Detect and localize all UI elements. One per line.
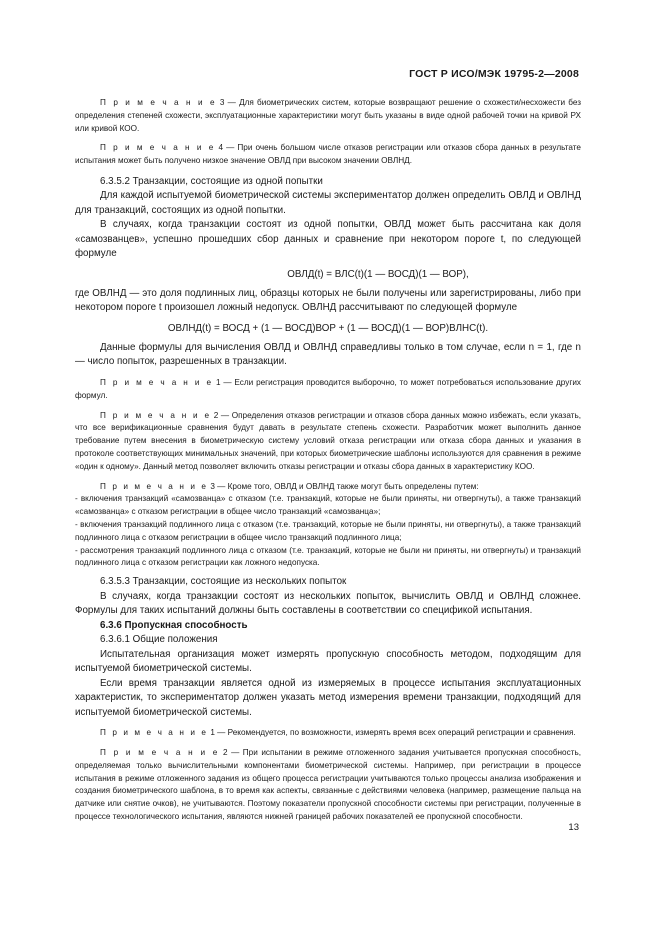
- section-6-3-5-3-heading: 6.3.5.3 Транзакции, состоящие из нескольких попыток: [100, 576, 347, 588]
- note-text: Если регистрация проводится выборочно, то может потребоваться использование других формул.: [75, 377, 581, 400]
- note-text: При испытании в режиме отложенного задания учитывается пропускная способность, определяемая только вычислительными компонентами биометрической системы. Например, при регистрации в процессе испытания в режиме отложенного задания из общего процесса регистрации учитываются только процессы анализа изображения и создания биометрического шаблона, в то время как аспекты, связанные с действиями человека (например, размещение пальца на датчике или снятие очков), не учитываются. Поэтому показатели пропускной способности системы при регистрации, полученные в процессе технологического испытания, являются нижней границей рабочих показателей ее пропускной способности.: [75, 747, 581, 821]
- note-label: П р и м е ч а н и е: [100, 98, 217, 107]
- note-3-methods: П р и м е ч а н и е 3 — Кроме того, ОВЛД и ОВЛНД также могут быть определены путем:: [100, 481, 479, 491]
- section-6-3-6-heading: 6.3.6 Пропускная способность: [100, 619, 248, 631]
- note-number: 3: [210, 481, 215, 491]
- note-1-selective: П р и м е ч а н и е 1 — Если регистрация проводится выборочно, то может потребоваться использование других формул.: [75, 377, 581, 400]
- list-item: - включения транзакций подлинного лица с отказом (т.е. транзакций, которые не были приняты, ни отвергнуты), а также транзакций подлинного лица с отказом регистрации в общее число транзакций подлинного лица;: [75, 519, 581, 542]
- note-text: Для биометрических систем, которые возвращают решение о схожести/несхожести без определения степеней схожести, эксплуатационные характеристики могут быть указаны в виде одной рабочей точки на кривой РХ или кривой КОО.: [75, 98, 581, 133]
- paragraph: Если время транзакции является одной из измеряемых в процессе испытания эксплуатационных характеристик, то экспериментатор должен указать метод измерения времени транзакции, подходящий для испытуемой биометрической системы.: [75, 677, 581, 718]
- note-label: П р и м е ч а н и е: [100, 410, 212, 420]
- paragraph: В случаях, когда транзакции состоят из одной попытки, ОВЛД может быть рассчитана как доля «самозванцев», успешно прошедших сбор данных и сравнение при некотором пороге t, по следующей формуле: [75, 219, 581, 260]
- page-content: [75, 97, 581, 831]
- paragraph: где ОВЛНД — это доля подлинных лиц, образцы которых не были получены или зарегистрированы, либо при некотором пороге t произошел ложный недопуск. ОВЛНД рассчитывают по следующей формуле: [75, 287, 581, 314]
- note-label: П р и м е ч а н и е: [100, 143, 216, 153]
- paragraph: Испытательная организация может измерять пропускную способность методом, подходящим для испытуемой биометрической системы.: [75, 648, 581, 675]
- formula-ovlnd: ОВЛНД(t) = ВОСД + (1 — ВОСД)ВОР + (1 — ВОСД)(1 — ВОР)ВЛНС(t).: [167, 322, 489, 334]
- note-label: П р и м е ч а н и е: [100, 747, 220, 757]
- paragraph: В случаях, когда транзакции состоят из нескольких попыток, вычислить ОВЛД и ОВЛНД сложнее. Формулы для таких испытаний должны быть составлены в соответствии со спецификой испытания.: [75, 590, 581, 617]
- note-number: 2: [222, 747, 228, 757]
- paragraph: Для каждой испытуемой биометрической системы экспериментатор должен определить ОВЛД и ОВЛНД для транзакций, состоящих из одной попытки.: [75, 190, 581, 216]
- document-code: ГОСТ Р ИСО/МЭК 19795-2—2008: [409, 68, 579, 80]
- section-6-3-5-2-heading: 6.3.5.2 Транзакции, состоящие из одной попытки: [100, 175, 323, 187]
- page-number: 13: [568, 822, 579, 833]
- note-number: 4: [218, 143, 224, 153]
- note-number: 3: [219, 98, 225, 107]
- note-text: Рекомендуется, по возможности, измерять время всех операций регистрации и сравнения.: [227, 728, 576, 738]
- note-number: 2: [213, 410, 219, 420]
- section-6-3-6-1-heading: 6.3.6.1 Общие положения: [100, 634, 218, 646]
- note-label: П р и м е ч а н и е: [100, 377, 214, 387]
- formula-ovld: ОВЛД(t) = ВЛС(t)(1 — ВОСД)(1 — ВОР),: [287, 268, 469, 280]
- note-label: П р и м е ч а н и е: [100, 481, 209, 491]
- note-text: Кроме того, ОВЛД и ОВЛНД также могут быть определены путем:: [227, 481, 479, 491]
- list-item: - рассмотрения транзакций подлинного лица с отказом (т.е. транзакций, которые не были ни приняты, ни отвергнуты) и транзакций подлинного лица с отказом регистрации как ложного недопуска.: [75, 545, 581, 568]
- note-number: 1: [210, 728, 215, 738]
- note-3-similarity: П р и м е ч а н и е 3 — Для биометрических систем, которые возвращают решение о схожести/несхожести без определения степеней схожести, эксплуатационные характеристики могут быть указаны в виде одной рабочей точки на кривой РХ или кривой КОО.: [75, 98, 581, 133]
- note-label: П р и м е ч а н и е: [100, 728, 209, 738]
- note-1-recommend: П р и м е ч а н и е 1 — Рекомендуется, по возможности, измерять время всех операций регистрации и сравнения.: [100, 728, 576, 738]
- note-2-throughput: П р и м е ч а н и е 2 — При испытании в режиме отложенного задания учитывается пропускная способность, определяемая только вычислительными компонентами биометрической системы. Например, при регистрации в процессе испытания в режиме отложенного задания из общего процесса регистрации учитываются только процессы анализа изображения и создания биометрического шаблона, в то время как аспекты, связанные с действиями человека (например, размещение пальца на датчике или снятие очков), не учитываются. Поэтому показатели пропускной способности системы при регистрации, полученные в процессе технологического испытания, являются нижней границей рабочих показателей ее пропускной способности.: [75, 747, 581, 821]
- list-item: - включения транзакций «самозванца» с отказом (т.е. транзакций, которые не были приняты, ни отвергнуты), а также транзакций «самозванца» с отказом регистрации в общее число транзакций «самозванца»;: [75, 494, 581, 517]
- note-number: 1: [215, 377, 221, 387]
- note-text: Определения отказов регистрации и отказов сбора данных можно избежать, если указать, что все верификационные сравнения будут давать в результате степень схожести. Разработчик может выполнить данное требование путем внесения в биометрическую систему условий отказа регистрации или отказа сбора данных и указания в протоколе соответствующих минимальных значений, при которых биометрические шаблоны используются для сравнения в режиме «один к одному». Данный метод позволяет включить отказы регистрации и отказы сбора данных в характеристику КОО.: [75, 410, 581, 471]
- note-text: При очень большом числе отказов регистрации или отказов сбора данных в результате испытания может быть получено низкое значение ОВЛД при высоком значении ОВЛНД.: [75, 143, 581, 166]
- paragraph: Данные формулы для вычисления ОВЛД и ОВЛНД справедливы только в том случае, если n = 1, где n — число попыток, разрешенных в транзакции.: [75, 341, 581, 368]
- note-2-definitions: П р и м е ч а н и е 2 — Определения отказов регистрации и отказов сбора данных можно избежать, если указать, что все верификационные сравнения будут давать в результате степень схожести. Разработчик может выполнить данное требование путем внесения в биометрическую систему условий отказа регистрации или отказа сбора данных и указания в протоколе соответствующих минимальных значений, при которых биометрические шаблоны используются для сравнения в режиме «один к одному». Данный метод позволяет включить отказы регистрации и отказы сбора данных в характеристику КОО.: [75, 410, 581, 471]
- note-4-failures: П р и м е ч а н и е 4 — При очень большом числе отказов регистрации или отказов сбора данных в результате испытания может быть получено низкое значение ОВЛД при высоком значении ОВЛНД.: [75, 143, 581, 166]
